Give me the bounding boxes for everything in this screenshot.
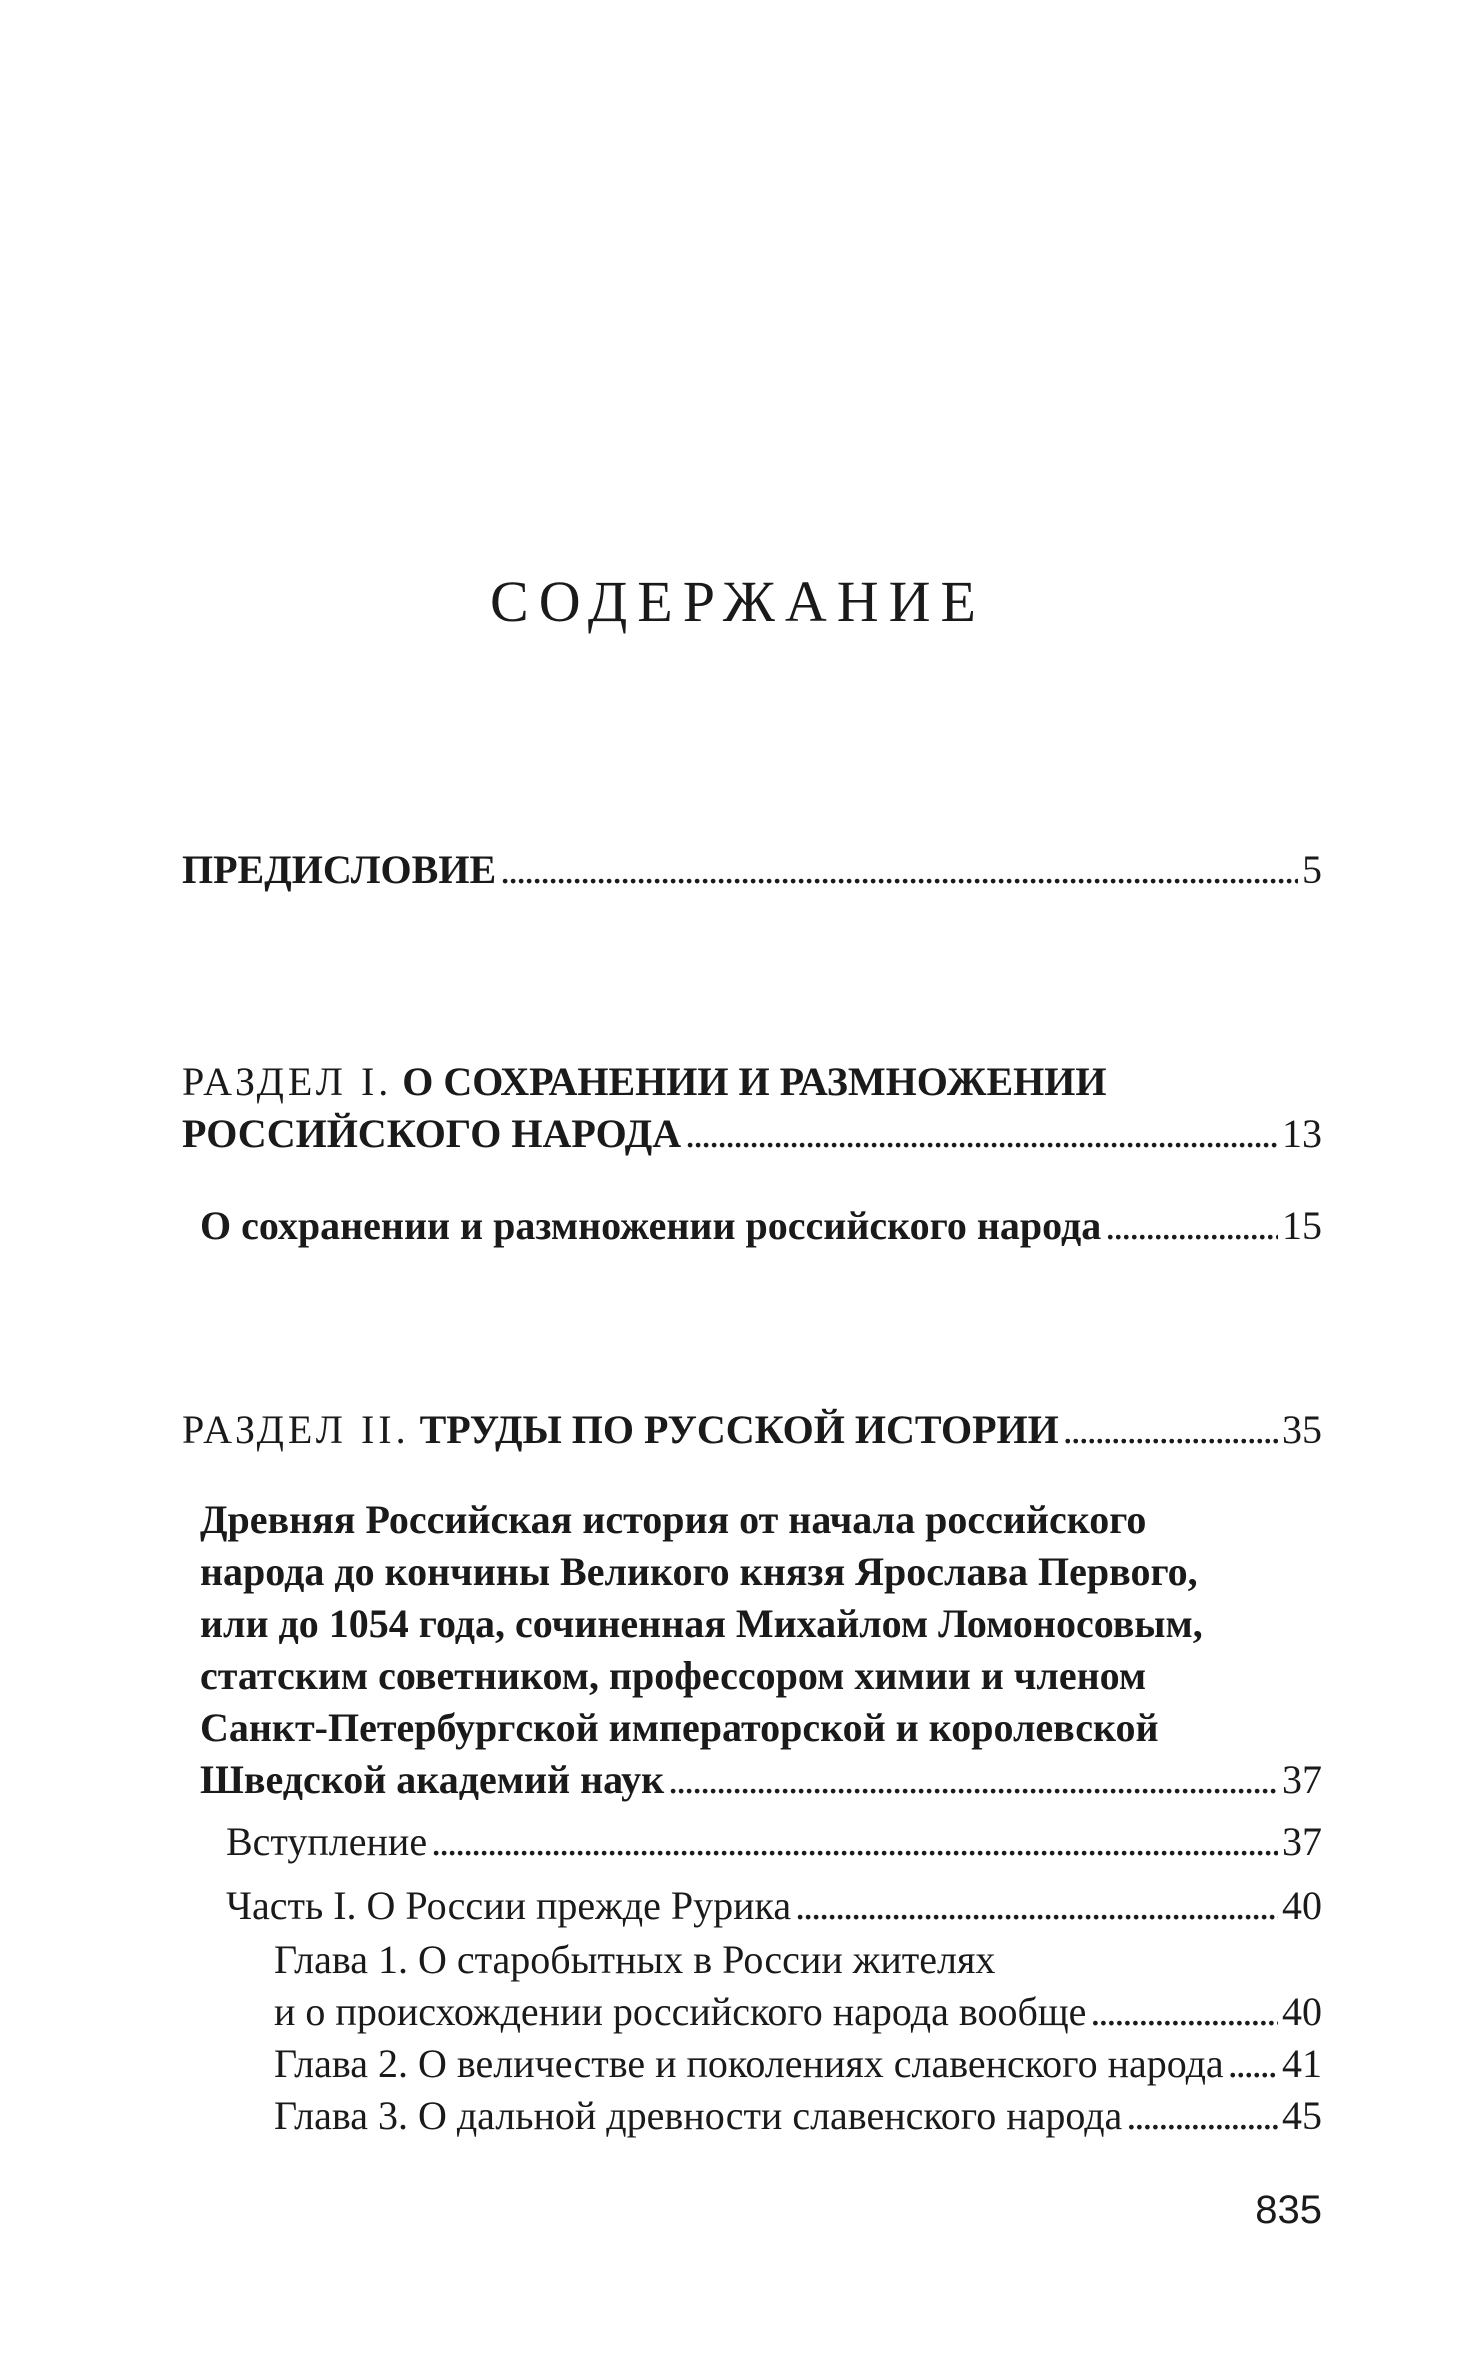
page-title: СОДЕРЖАНИЕ — [490, 569, 986, 634]
history-line-5: Санкт-Петербургской императорской и королевской — [200, 1705, 1159, 1750]
toc-label — [182, 1404, 1059, 1456]
toc-entry-ch1-line1: Глава 1. О старобытных в России жителях — [274, 1937, 996, 1982]
leader-dots — [1090, 1986, 1278, 2038]
toc-page: 45 — [1282, 2093, 1322, 2138]
section-prefix: РАЗДЕЛ I. — [182, 1059, 393, 1104]
section-prefix: РАЗДЕЛ II. — [182, 1407, 410, 1452]
leader-dots — [668, 1754, 1278, 1806]
toc-entry-preface — [182, 844, 1322, 896]
toc-label: Глава 2. О величестве и поколениях славенского народа — [274, 2041, 1224, 2086]
history-line-1: Древняя Российская история от начала российского — [200, 1497, 1147, 1542]
toc-page: 37 — [1282, 1819, 1322, 1864]
toc-label: ПРЕДИСЛОВИЕ — [182, 847, 497, 892]
toc-entry-ch3 — [274, 2090, 1322, 2142]
toc-section1-line2 — [182, 1108, 1322, 1160]
toc-entry-intro — [226, 1816, 1322, 1868]
toc-page: 5 — [1302, 847, 1322, 892]
leader-dots — [795, 1880, 1278, 1932]
history-line-4: статским советником, профессором химии и членом — [200, 1653, 1147, 1698]
leader-dots — [1063, 1404, 1278, 1456]
toc-label: Вступление — [226, 1819, 428, 1864]
toc-label: и о происхождении российского народа вообще — [274, 1989, 1087, 2034]
toc-page: 13 — [1282, 1111, 1322, 1156]
toc-label: Шведской академий наук — [200, 1757, 665, 1802]
toc-page: 37 — [1282, 1757, 1322, 1802]
toc-entry-section1-item — [200, 1200, 1322, 1252]
toc-page: 35 — [1282, 1407, 1322, 1452]
leader-dots — [500, 844, 1298, 896]
toc-label: Глава 3. О дальной древности славенского народа — [274, 2093, 1123, 2138]
toc-entry-ch1-line2 — [274, 1986, 1322, 2038]
toc-entry-ch2 — [274, 2038, 1322, 2090]
toc-page: 40 — [1282, 1989, 1322, 2034]
leader-dots — [1228, 2038, 1278, 2090]
leader-dots — [1126, 2090, 1278, 2142]
history-line-3: или до 1054 года, сочиненная Михайлом Ломоносовым, — [200, 1601, 1203, 1646]
leader-dots — [431, 1816, 1278, 1868]
history-line-6 — [200, 1754, 1322, 1806]
leader-dots — [1105, 1200, 1278, 1252]
toc-section1-line1 — [182, 1056, 1106, 1108]
section-title-cont: РОССИЙСКОГО НАРОДА — [182, 1111, 682, 1156]
toc-page: 15 — [1282, 1203, 1322, 1248]
toc-label: О сохранении и размножении российского народа — [200, 1203, 1102, 1248]
toc-page: 41 — [1282, 2041, 1322, 2086]
history-line-2: народа до кончины Великого князя Ярослава Первого, — [200, 1549, 1198, 1594]
toc-label: Часть I. О России прежде Рурика — [226, 1883, 792, 1928]
leader-dots — [685, 1108, 1278, 1160]
section-title: ТРУДЫ ПО РУССКОЙ ИСТОРИИ — [419, 1407, 1059, 1452]
section-title: О СОХРАНЕНИИ И РАЗМНОЖЕНИИ — [402, 1059, 1107, 1104]
page-number: 835 — [1255, 2188, 1322, 2232]
toc-section2 — [182, 1404, 1322, 1456]
toc-entry-part1 — [226, 1880, 1322, 1932]
toc-page: 40 — [1282, 1883, 1322, 1928]
